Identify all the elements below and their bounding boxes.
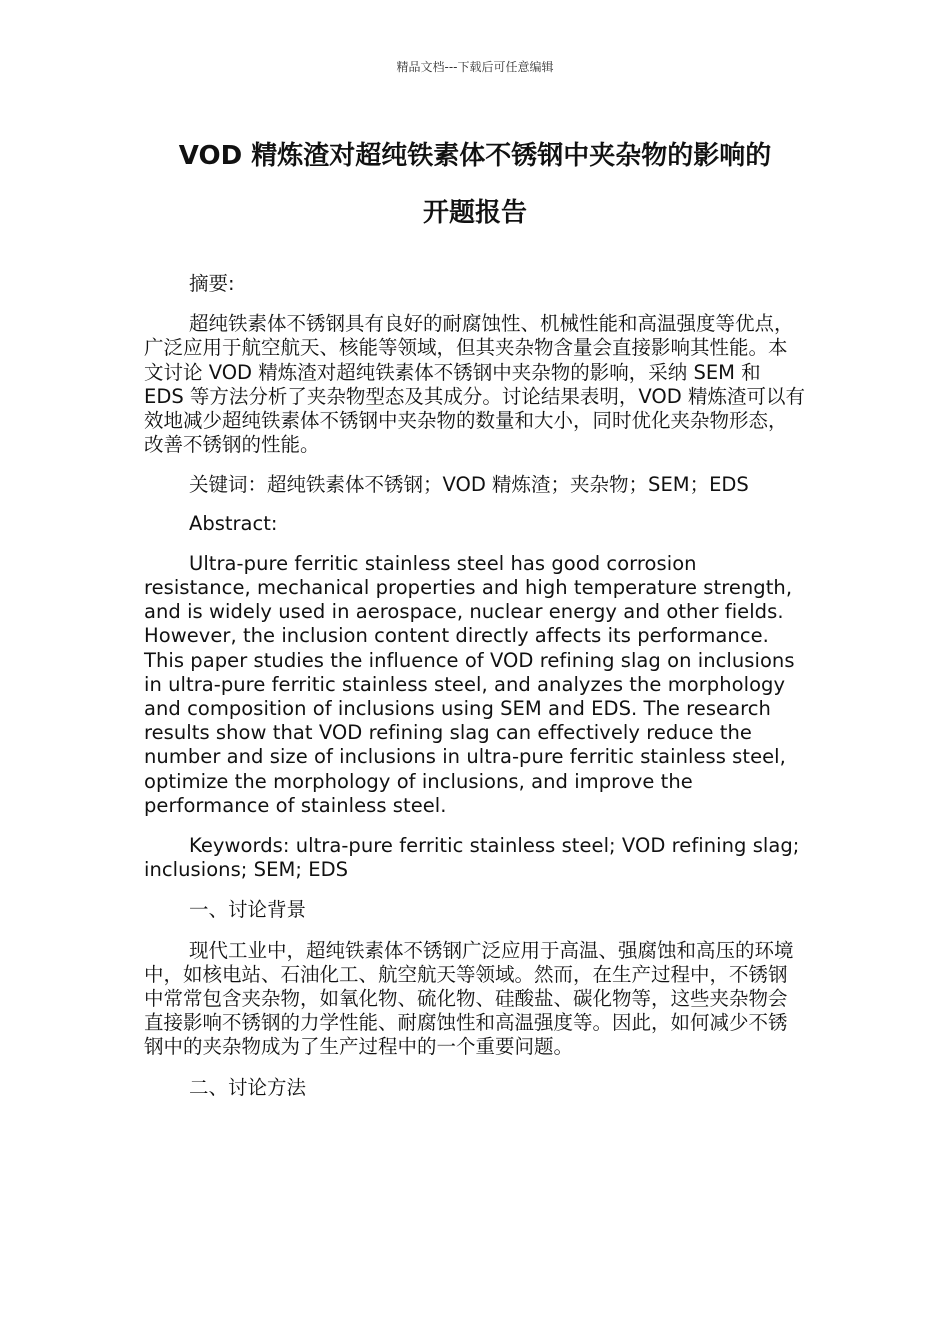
document-body (144, 272, 806, 1116)
section-1-body: 现代工业中，超纯铁素体不锈钢广泛应用于高温、强腐蚀和高压的环境中，如核电站、石油化工、航空航天等领域。然而，在生产过程中，不锈钢中常常包含夹杂物，如氧化物、硫化物、硅酸盐、碳化物等，这些夹杂物会直接影响不锈钢的力学性能、耐腐蚀性和高温强度等。因此，如何减少不锈钢中的夹杂物成为了生产过程中的一个重要问题。 (144, 938, 794, 1059)
abstract-cn-label: 摘要: (189, 272, 235, 295)
keywords-en: Keywords: ultra-pure ferritic stainless steel; VOD refining slag; inclusions; SEM; EDS (144, 834, 800, 882)
abstract-cn-body: 超纯铁素体不锈钢具有良好的耐腐蚀性、机械性能和高温强度等优点，广泛应用于航空航天、核能等领域，但其夹杂物含量会直接影响其性能。本文讨论 VOD 精炼渣对超纯铁素体不锈钢中夹杂物的影响，采纳 SEM 和 EDS 等方法分析了夹杂物型态及其成分。讨论结果表明，VOD 精炼渣可以有效地减少超纯铁素体不锈钢中夹杂物的数量和大小，同时优化夹杂物形态，改善不锈钢的性能。 (144, 312, 805, 457)
keywords-cn: 关键词：超纯铁素体不锈钢；VOD 精炼渣；夹杂物；SEM；EDS (189, 473, 749, 497)
section-2-heading: 二、讨论方法 (189, 1075, 307, 1099)
document-title-line-1: VOD 精炼渣对超纯铁素体不锈钢中夹杂物的影响的 (178, 141, 772, 171)
abstract-en-label: Abstract: (189, 511, 278, 535)
section-1-heading: 一、讨论背景 (189, 898, 307, 922)
abstract-en-body: Ultra-pure ferritic stainless steel has good corrosion resistance, mechanical properties and high temperature strength, and is widely used in aerospace, nuclear energy and other fields. However, the inclusion content directly affects its performance. This paper studies the influence of VOD refining slag on inclusions in ultra-pure ferritic stainless steel, and analyzes the morphology and composition of inclusions using SEM and EDS. The research results show that VOD refining slag can effectively reduce the number and size of inclusions in ultra-pure ferritic stainless steel, optimize the morphology of inclusions, and improve the performance of stainless steel. (144, 551, 795, 817)
document-title-line-2: 开题报告 (422, 198, 527, 228)
header-note: 精品文档---下载后可任意编辑 (396, 60, 554, 74)
